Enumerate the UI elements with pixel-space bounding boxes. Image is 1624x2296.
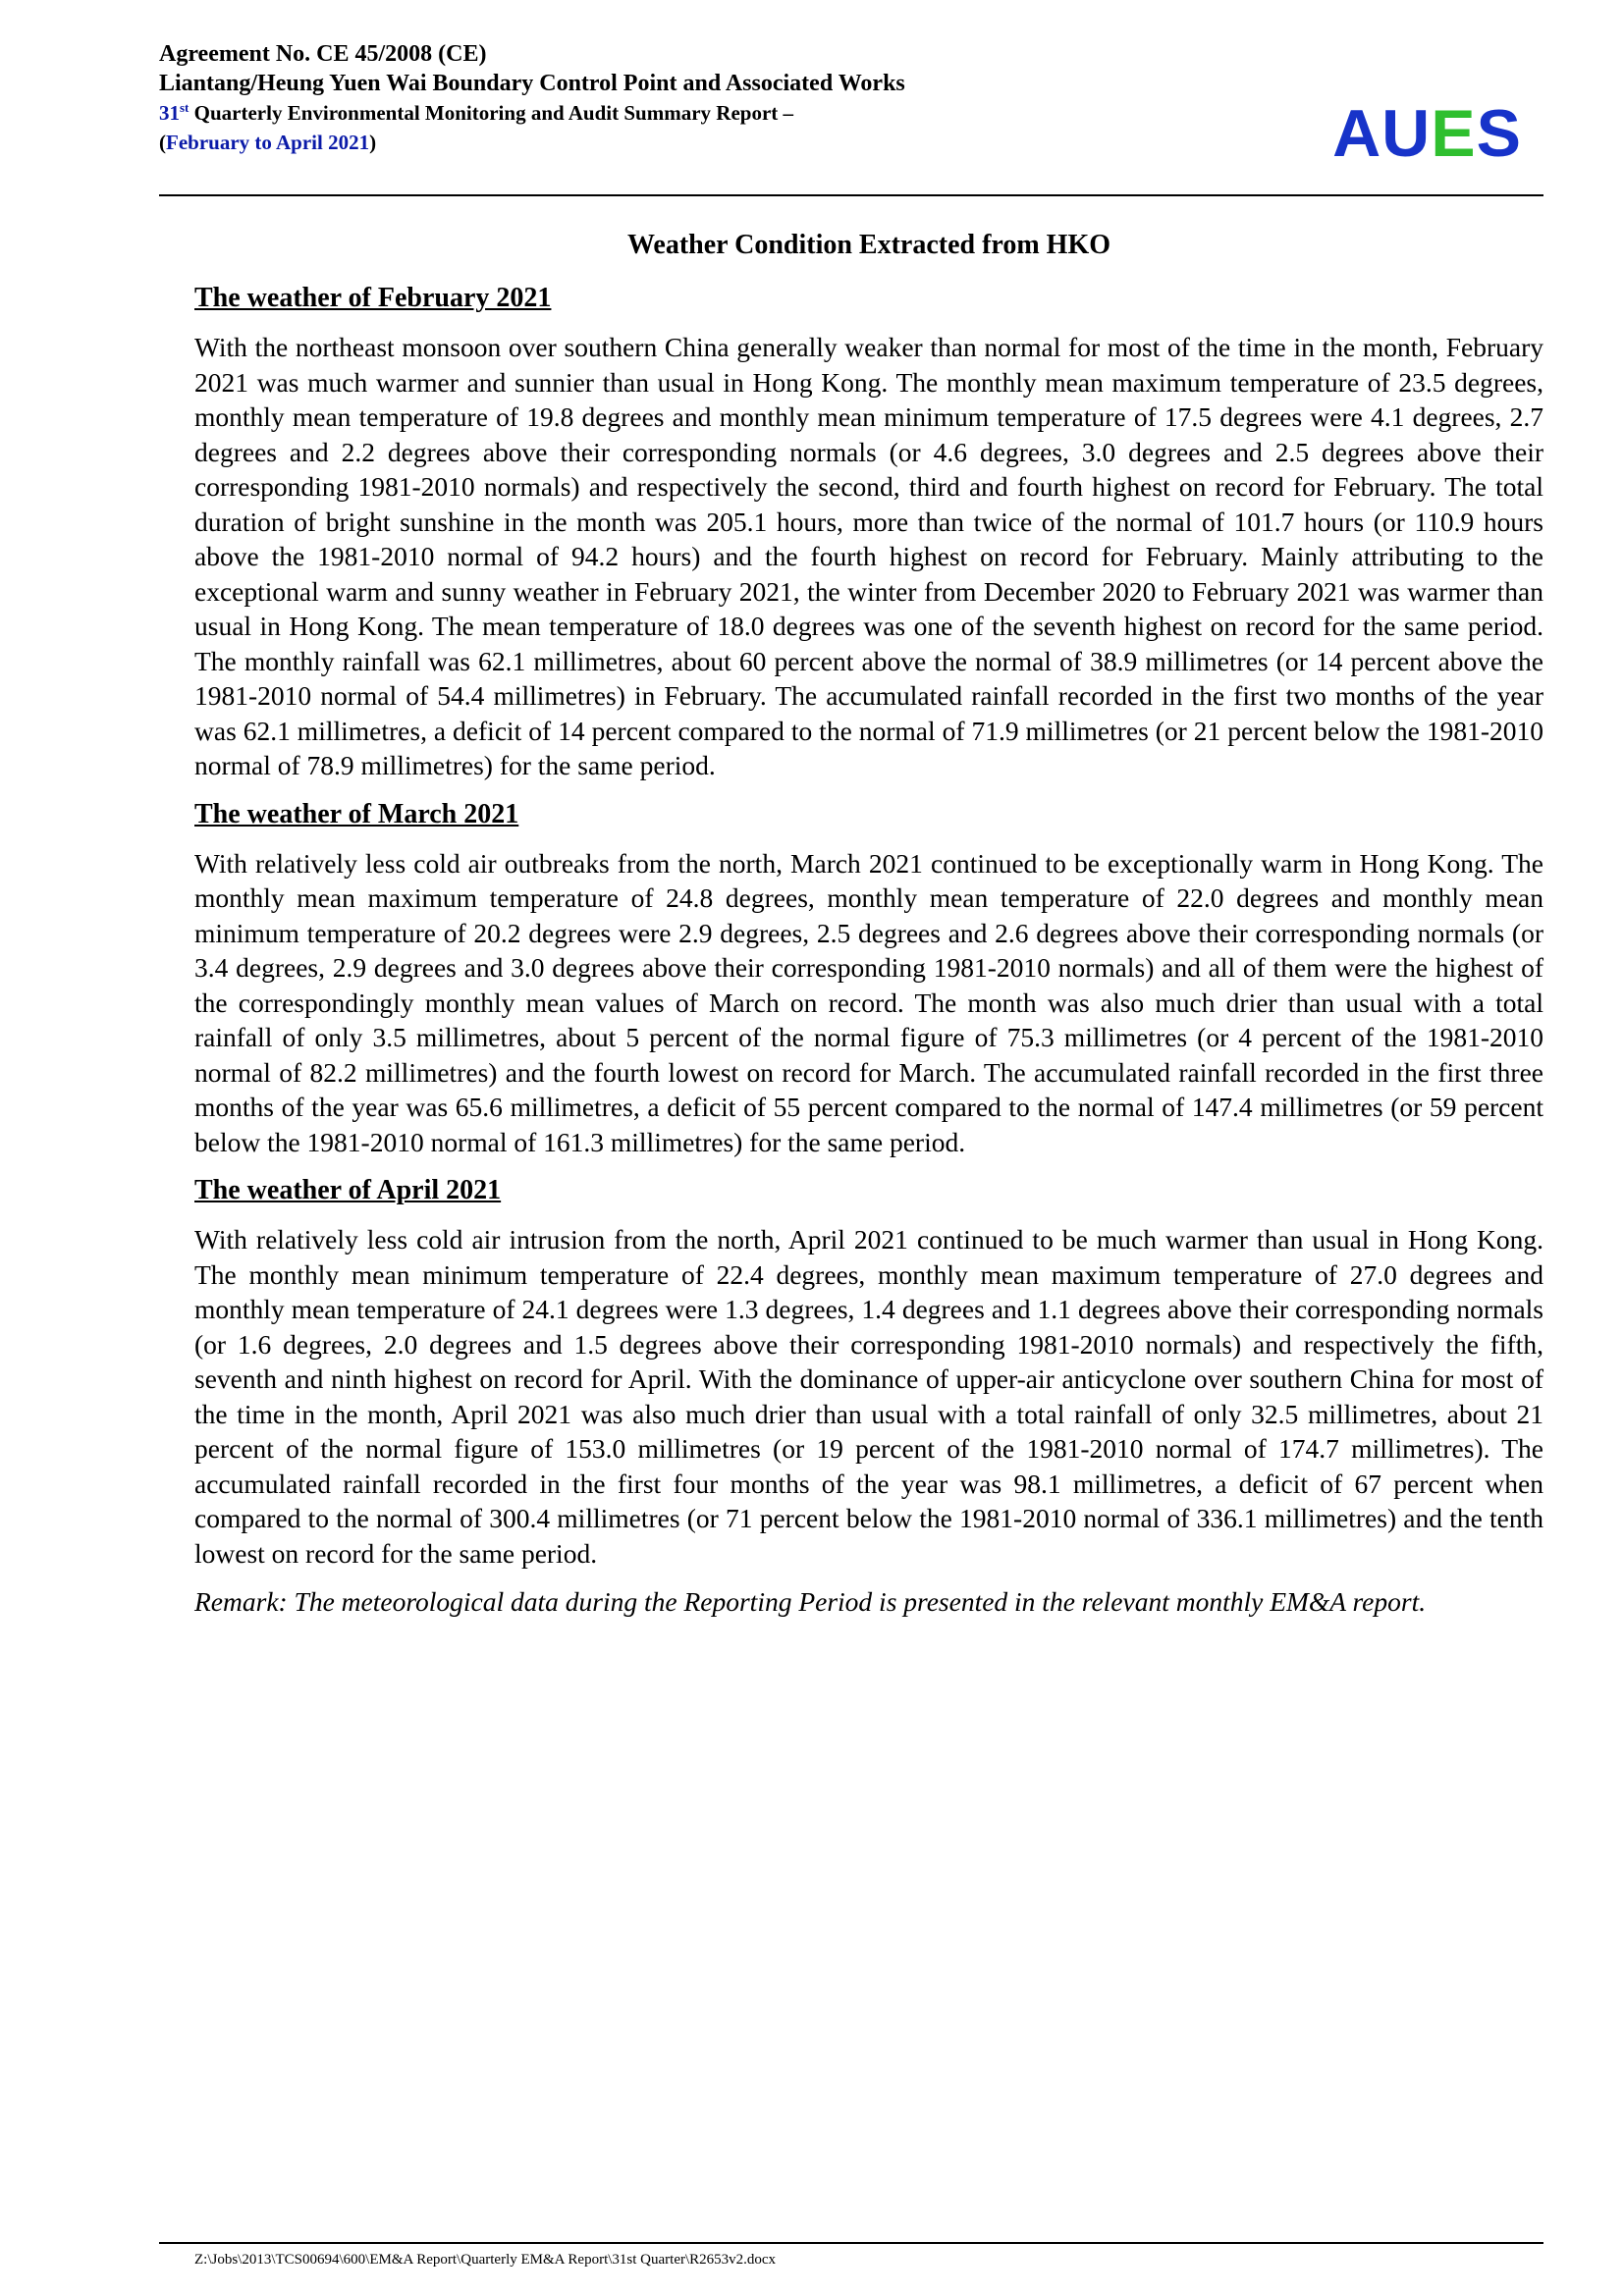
section-text-april: With relatively less cold air intrusion from the north, April 2021 continued to be much warmer than usual in Hong Kong. The monthly mean minimum temperature of 22.4 degrees, monthly mean maximum temperature of 27.0 degrees and monthly mean temperature of 24.1 degrees were 1.3 degrees, 1.4 degrees and 1.1 degrees above their corresponding normals (or 1.6 degrees, 2.0 degrees and 1.5 degrees above their corresponding 1981-2010 normals) and respectively the fifth, seventh and ninth highest on record for April. With the dominance of upper-air anticyclone over southern China for most of the time in the month, April 2021 was also much drier than usual with a total rainfall of only 32.5 millimetres, about 21 percent of the normal figure of 153.0 millimetres (or 19 percent of the 1981-2010 normal of 174.7 millimetres). The accumulated rainfall recorded in the first four months of the year was 98.1 millimetres, a deficit of 67 percent when compared to the normal of 300.4 millimetres (or 71 percent below the 1981-2010 normal of 336.1 millimetres) and the tenth lowest on record for the same period.	[194, 1224, 1543, 1569]
remark-note: Remark: The meteorological data during the Reporting Period is presented in the relevant monthly EM&A report.	[194, 1586, 1427, 1617]
header-text-block	[159, 39, 905, 157]
logo-letter-a: A	[1332, 96, 1382, 171]
report-title-line	[159, 98, 905, 128]
footer-file-path: Z:\Jobs\2013\TCS00694\600\EM&A Report\Quarterly EM&A Report\31st Quarter\R2653v2.docx	[194, 2252, 777, 2268]
aues-logo	[1332, 96, 1522, 171]
logo-letter-u: U	[1381, 96, 1432, 171]
logo-letter-s: S	[1476, 96, 1522, 171]
report-number-suffix: st	[180, 100, 189, 115]
period-open-paren: (	[159, 131, 166, 154]
report-period-line	[159, 128, 905, 157]
section-heading-march: The weather of March 2021	[194, 798, 519, 829]
project-title: Liantang/Heung Yuen Wai Boundary Control Point and Associated Works	[159, 71, 905, 96]
agreement-number: Agreement No. CE 45/2008 (CE)	[159, 41, 487, 67]
header-divider	[159, 194, 1543, 196]
section-heading-april: The weather of April 2021	[194, 1175, 502, 1205]
logo-letter-e: E	[1431, 96, 1477, 171]
section-heading-february: The weather of February 2021	[194, 283, 552, 313]
page-header	[159, 39, 1543, 198]
period-close-paren: )	[369, 131, 377, 154]
document-title: Weather Condition Extracted from HKO	[626, 230, 1111, 260]
section-text-march: With relatively less cold air outbreaks from the north, March 2021 continued to be exceptionally warm in Hong Kong. The monthly mean maximum temperature of 24.8 degrees, monthly mean temperature of 22.0 degrees and monthly mean minimum temperature of 20.2 degrees were 2.9 degrees, 2.5 degrees and 2.6 degrees above their corresponding normals (or 3.4 degrees, 2.9 degrees and 3.0 degrees above their corresponding 1981-2010 normals) and all of them were the highest of the correspondingly monthly mean values of March on record. The month was also much drier than usual with a total rainfall of only 3.5 millimetres, about 5 percent of the normal figure of 75.3 millimetres (or 4 percent of the 1981-2010 normal of 82.2 millimetres) and the fourth lowest on record for March. The accumulated rainfall recorded in the first three months of the year was 65.6 millimetres, a deficit of 55 percent compared to the normal of 147.4 millimetres (or 59 percent below the 1981-2010 normal of 161.3 millimetres) for the same period.	[194, 847, 1543, 1157]
report-title: Quarterly Environmental Monitoring and Audit Summary Report –	[189, 101, 794, 125]
footer-divider	[159, 2242, 1543, 2244]
report-period: February to April 2021	[166, 131, 370, 154]
report-number: 31	[159, 101, 180, 125]
section-text-february: With the northeast monsoon over southern China generally weaker than normal for most of the time in the month, February 2021 was much warmer and sunnier than usual in Hong Kong. The monthly mean maximum temperature of 23.5 degrees, monthly mean temperature of 19.8 degrees and monthly mean minimum temperature of 17.5 degrees were 4.1 degrees, 2.7 degrees and 2.2 degrees above their corresponding normals (or 4.6 degrees, 3.0 degrees and 2.5 degrees above their corresponding 1981-2010 normals) and respectively the second, third and fourth highest on record for February. The total duration of bright sunshine in the month was 205.1 hours, more than twice of the normal of 101.7 hours (or 110.9 hours above the 1981-2010 normal of 94.2 hours) and the fourth highest on record for February. Mainly attributing to the exceptional warm and sunny weather in February 2021, the winter from December 2020 to February 2021 was warmer than usual in Hong Kong. The mean temperature of 18.0 degrees was one of the seventh highest on record for the same period. The monthly rainfall was 62.1 millimetres, about 60 percent above the normal of 38.9 millimetres (or 14 percent above the 1981-2010 normal of 54.4 millimetres) in February. The accumulated rainfall recorded in the first two months of the year was 62.1 millimetres, a deficit of 14 percent compared to the normal of 71.9 millimetres (or 21 percent below the 1981-2010 normal of 78.9 millimetres) for the same period.	[194, 332, 1543, 780]
document-body	[194, 228, 1543, 1620]
